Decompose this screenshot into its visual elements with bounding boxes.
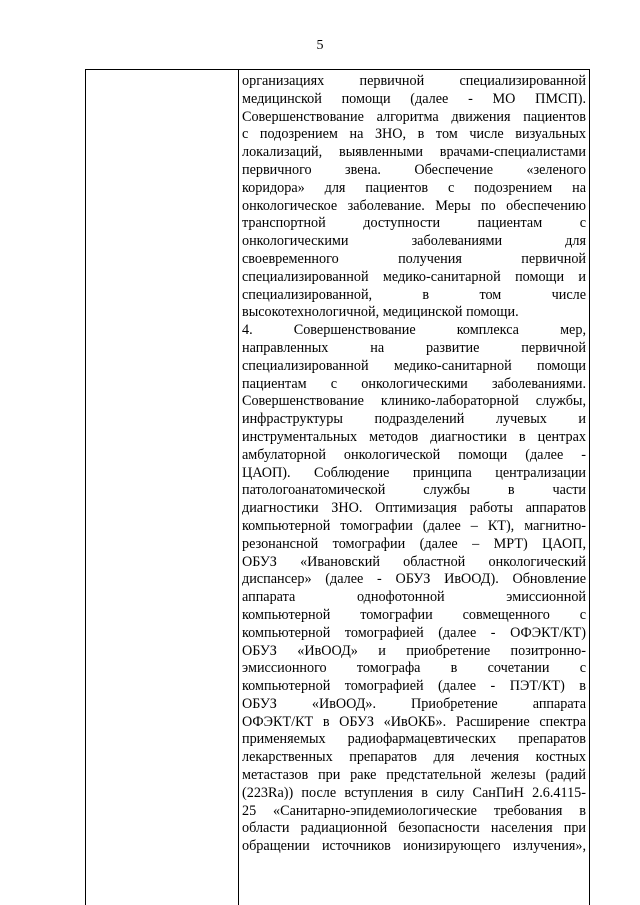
text-line: инструментальных методов диагностики в центрах bbox=[242, 428, 586, 445]
text-line: высокотехнологичной, медицинской помощи. bbox=[242, 304, 519, 321]
text-line: патологоанатомической службы в части bbox=[242, 482, 586, 499]
text-line: ОБУЗ «ИвООД» и приобретение позитронно- bbox=[242, 642, 586, 659]
text-line: обращении источников ионизирующего излучения», bbox=[242, 838, 586, 855]
text-line: диспансер» (далее - ОБУЗ ИвООД). Обновление bbox=[242, 571, 586, 588]
table-left-cell bbox=[86, 70, 238, 905]
column-divider bbox=[238, 70, 239, 905]
text-line: компьютерной томографией (далее - ПЭТ/КТ) в bbox=[242, 678, 586, 695]
text-line: амбулаторной онкологической помощи (далее - bbox=[242, 446, 586, 463]
text-line: ЦАОП). Соблюдение принципа централизации bbox=[242, 464, 586, 481]
page-number: 5 bbox=[316, 38, 324, 53]
text-line: специализированной, в том числе bbox=[242, 286, 586, 303]
text-line: эмиссионного томографа в сочетании с bbox=[242, 660, 586, 677]
text-line: направленных на развитие первичной bbox=[242, 339, 586, 356]
table-right-cell bbox=[242, 73, 586, 856]
text-line: 25 «Санитарно-эпидемиологические требования в bbox=[242, 802, 586, 819]
text-line: компьютерной томографией (далее - ОФЭКТ/КТ) bbox=[242, 624, 586, 641]
text-line: первичного звена. Обеспечение «зеленого bbox=[242, 161, 586, 178]
text-line: инфраструктуры подразделений лучевых и bbox=[242, 411, 586, 428]
text-line: онкологическое заболевание. Меры по обеспечению bbox=[242, 197, 586, 214]
text-line: онкологическими заболеваниями для bbox=[242, 233, 586, 250]
text-line: с подозрением на ЗНО, в том числе визуальных bbox=[242, 126, 586, 143]
document-table bbox=[85, 69, 590, 905]
text-line: локализаций, выявленными врачами-специалистами bbox=[242, 144, 586, 161]
text-line: медицинской помощи (далее - МО ПМСП). bbox=[242, 90, 586, 107]
text-line: аппарата однофотонной эмиссионной bbox=[242, 589, 586, 606]
text-line: транспортной доступности пациентам с bbox=[242, 215, 586, 232]
text-line: компьютерной томографии (далее – КТ), магнитно- bbox=[242, 517, 586, 534]
text-line: (223Ra)) после вступления в силу СанПиН 2.6.4115- bbox=[242, 784, 586, 801]
text-line: метастазов при раке предстательной железы (радий bbox=[242, 767, 586, 784]
text-line: специализированной медико-санитарной помощи и bbox=[242, 268, 586, 285]
text-line: коридора» для пациентов с подозрением на bbox=[242, 179, 586, 196]
text-line: организациях первичной специализированной bbox=[242, 73, 586, 89]
text-line: 4. Совершенствование комплекса мер, bbox=[242, 322, 586, 339]
text-line: резонансной томографии (далее – МРТ) ЦАОП, bbox=[242, 535, 586, 552]
text-line: ОБУЗ «ИвООД». Приобретение аппарата bbox=[242, 695, 586, 712]
text-line: лекарственных препаратов для лечения костных bbox=[242, 749, 586, 766]
text-line: компьютерной томографии совмещенного с bbox=[242, 606, 586, 623]
text-line: Совершенствование клинико-лабораторной службы, bbox=[242, 393, 586, 410]
text-line: пациентам с онкологическими заболеваниями. bbox=[242, 375, 586, 392]
text-line: применяемых радиофармацевтических препаратов bbox=[242, 731, 586, 748]
text-line: области радиационной безопасности населения при bbox=[242, 820, 586, 837]
text-line: диагностики ЗНО. Оптимизация работы аппаратов bbox=[242, 500, 586, 517]
text-line: ОБУЗ «Ивановский областной онкологический bbox=[242, 553, 586, 570]
text-line: Совершенствование алгоритма движения пациентов bbox=[242, 108, 586, 125]
text-line: специализированной медико-санитарной помощи bbox=[242, 357, 586, 374]
text-line: ОФЭКТ/КТ в ОБУЗ «ИвОКБ». Расширение спектра bbox=[242, 713, 586, 730]
text-line: своевременного получения первичной bbox=[242, 250, 586, 267]
